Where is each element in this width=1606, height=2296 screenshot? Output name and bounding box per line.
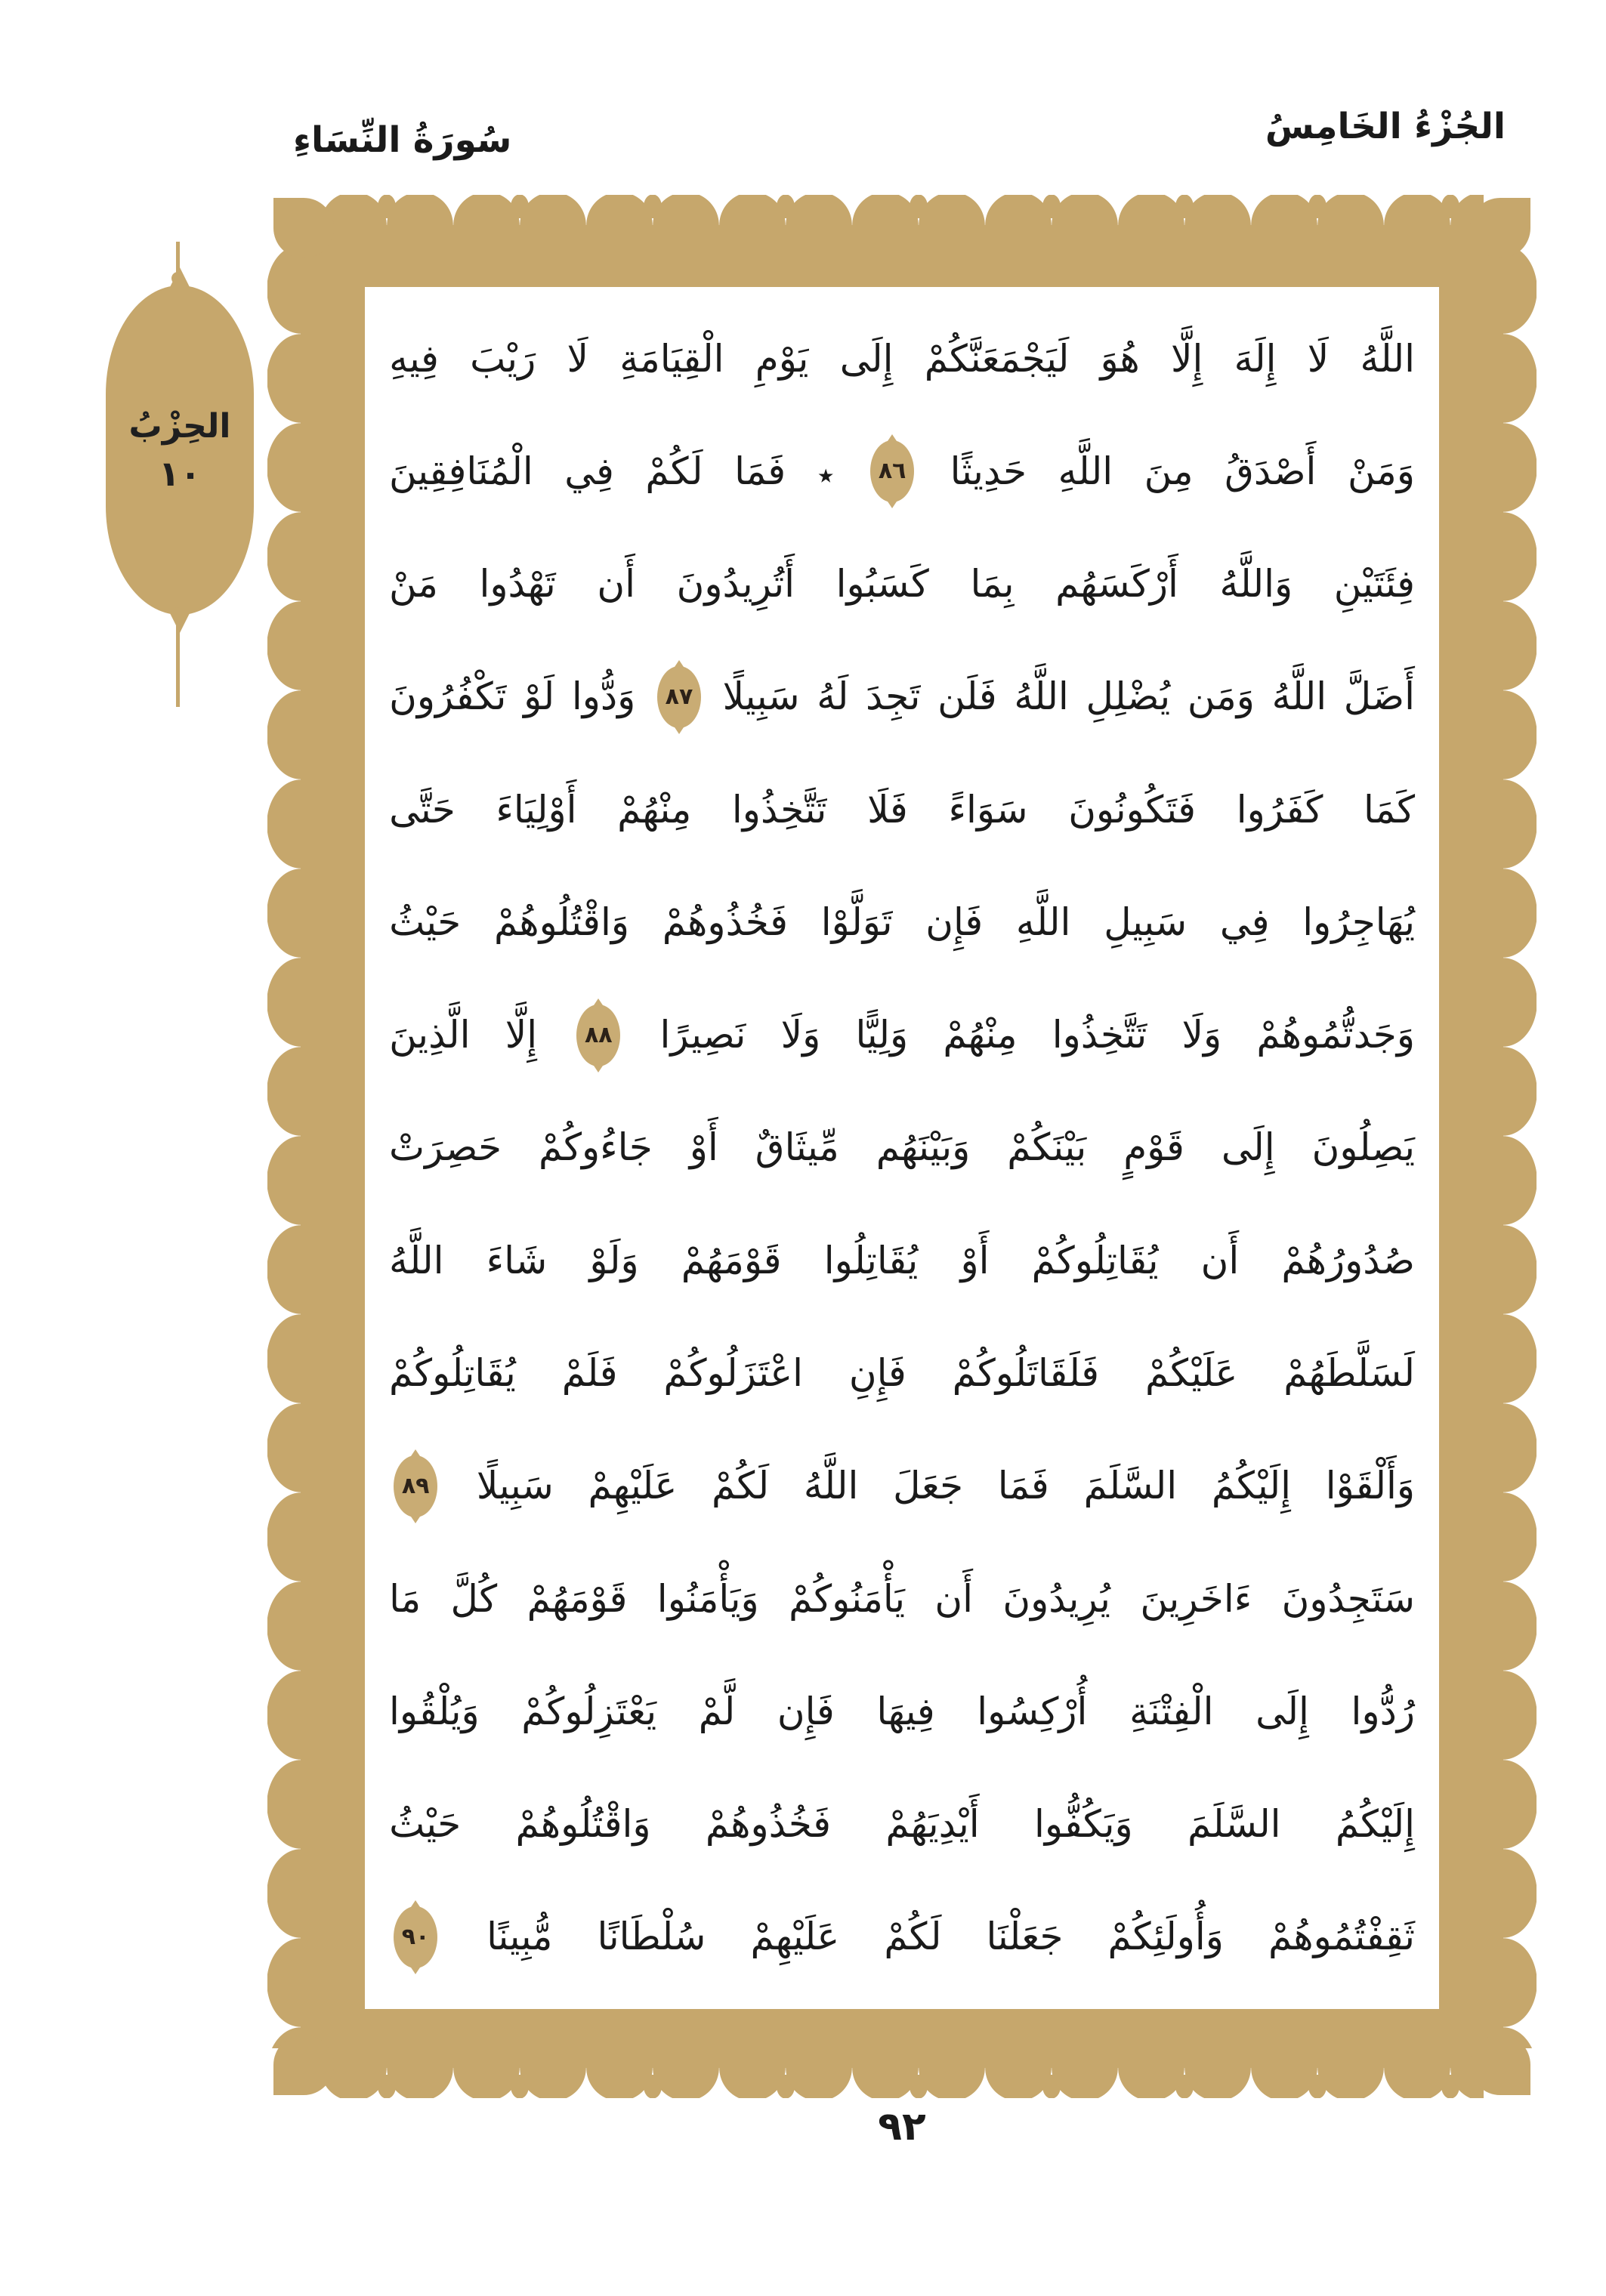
ayah-number: ٨٨ bbox=[585, 1021, 613, 1048]
frame-scallops-right bbox=[1503, 245, 1537, 2048]
ayah-end-marker bbox=[870, 440, 914, 502]
quran-word: مُّبِينًا bbox=[486, 1915, 553, 1959]
quran-word: اعْتَزَلُوكُمْ bbox=[663, 1351, 803, 1396]
quran-word: أَصْدَقُ bbox=[1225, 449, 1317, 493]
quran-word: أَوْ bbox=[960, 1238, 990, 1282]
quran-word: أَوْلِيَاءَ bbox=[496, 787, 577, 832]
quran-word: أُرْكِسُوا bbox=[977, 1689, 1088, 1733]
quran-word: وَيُلْقُوا bbox=[389, 1689, 480, 1733]
quran-word: فَلَن bbox=[937, 674, 997, 719]
quran-word: ثَقِفْتُمُوهُمْ bbox=[1268, 1915, 1415, 1959]
hizb-medallion bbox=[106, 285, 254, 615]
quran-word: شَاءَ bbox=[486, 1238, 548, 1282]
ayah-number: ٩٠ bbox=[401, 1923, 430, 1950]
quran-word: جَعَلْنَا bbox=[986, 1915, 1064, 1959]
quran-word: سَبِيلِ bbox=[1104, 900, 1188, 944]
quran-word: يُقَاتِلُوكُمْ bbox=[389, 1351, 516, 1396]
quran-word: الْقِيَامَةِ bbox=[619, 336, 724, 381]
quran-word: سُلْطَانًا bbox=[597, 1915, 706, 1959]
quran-line bbox=[389, 1205, 1415, 1316]
quran-word: هُوَ bbox=[1100, 336, 1140, 381]
quran-word: فِي bbox=[564, 449, 614, 493]
quran-line bbox=[389, 304, 1415, 414]
quran-line bbox=[389, 1544, 1415, 1654]
text-area bbox=[365, 287, 1439, 2009]
quran-word: فَإِن bbox=[777, 1689, 835, 1733]
quran-word: وَدُّوا bbox=[571, 674, 636, 719]
quran-word: لَسَلَّطَهُمْ bbox=[1283, 1351, 1415, 1396]
quran-word: إِلَيْكُمُ bbox=[1335, 1802, 1415, 1847]
quran-word: نَصِيرًا bbox=[659, 1013, 746, 1057]
quran-word: يَوْمِ bbox=[755, 336, 809, 381]
quran-word: تَتَّخِذُوا bbox=[1052, 1013, 1147, 1057]
quran-word: إِلَّا bbox=[1170, 336, 1203, 381]
quran-word: صُدُورُهُمْ bbox=[1281, 1238, 1415, 1282]
quran-word: سَوَاءً bbox=[948, 787, 1028, 832]
quran-word: إِلَهَ bbox=[1234, 336, 1277, 381]
quran-word: عَلَيْهِمْ bbox=[750, 1915, 840, 1959]
quran-word: فِيهَا bbox=[876, 1689, 935, 1733]
quran-word: وَاقْتُلُوهُمْ bbox=[493, 900, 629, 944]
quran-word: يُقَاتِلُوكُمْ bbox=[1031, 1238, 1159, 1282]
quran-word: حَيْثُ bbox=[389, 900, 462, 944]
quran-word: سَتَجِدُونَ bbox=[1281, 1576, 1415, 1621]
quran-word: اللَّهُ bbox=[389, 1238, 444, 1282]
quran-word: اللَّهُ bbox=[1360, 336, 1415, 381]
quran-word: وَيَأْمَنُوا bbox=[656, 1576, 759, 1621]
frame-scallops-top bbox=[320, 195, 1484, 225]
quran-word: فَلَقَاتَلُوكُمْ bbox=[952, 1351, 1100, 1396]
ayah-end-marker bbox=[576, 1004, 620, 1066]
ayah-end-marker bbox=[657, 666, 701, 728]
quran-word: وَجَدتُّمُوهُمْ bbox=[1256, 1013, 1415, 1057]
quran-line bbox=[389, 1656, 1415, 1767]
quran-word: كَسَبُوا bbox=[835, 562, 929, 606]
text-lines bbox=[365, 287, 1439, 2009]
frame-corner-bottom-right bbox=[1470, 2035, 1530, 2095]
quran-word: إِلَى bbox=[1221, 1125, 1275, 1170]
quran-word: أَوْ bbox=[689, 1125, 718, 1170]
ayah-end-marker bbox=[394, 1906, 437, 1968]
rub-el-hizb-star-icon: ٭ bbox=[817, 455, 835, 493]
quran-word: تَتَّخِذُوا bbox=[731, 787, 827, 832]
quran-word: اللَّهُ bbox=[1014, 674, 1069, 719]
quran-word: رَيْبَ bbox=[470, 336, 536, 381]
quran-word: وَلَوْ bbox=[589, 1238, 639, 1282]
quran-line bbox=[389, 642, 1415, 752]
quran-line bbox=[389, 1882, 1415, 1992]
quran-word: وَبَيْنَهُم bbox=[876, 1125, 971, 1170]
frame-corner-top-left bbox=[273, 198, 334, 258]
quran-word: أَن bbox=[597, 562, 635, 606]
quran-word: لَكُمْ bbox=[712, 1464, 770, 1508]
quran-word: جَاءُوكُمْ bbox=[538, 1125, 653, 1170]
quran-word: السَّلَمَ bbox=[1083, 1464, 1178, 1508]
frame-scallops-left bbox=[267, 245, 301, 2048]
quran-word: فِيهِ bbox=[389, 336, 439, 381]
quran-line bbox=[389, 1431, 1415, 1541]
quran-word: سَبِيلًا bbox=[476, 1464, 554, 1508]
frame-corner-bottom-left bbox=[273, 2035, 334, 2095]
quran-word: تَهْدُوا bbox=[479, 562, 556, 606]
quran-word: إِلَى bbox=[839, 336, 894, 381]
quran-word: تَجِدَ bbox=[866, 674, 921, 719]
quran-word: أَرْكَسَهُم bbox=[1055, 562, 1178, 606]
quran-word: وَلِيًّا bbox=[855, 1013, 909, 1057]
juz-header: الجُزْءُ الخَامِسُ bbox=[1265, 106, 1506, 147]
quran-word: الْمُنَافِقِينَ bbox=[389, 449, 533, 493]
ayah-number: ٨٩ bbox=[401, 1472, 430, 1499]
page-border-frame bbox=[301, 225, 1503, 2068]
quran-word: مِنَ bbox=[1144, 449, 1194, 493]
quran-word: لَا bbox=[567, 336, 588, 381]
quran-word: اللَّهِ bbox=[1015, 900, 1071, 944]
quran-word: وَمَن bbox=[1187, 674, 1255, 719]
page-number: ٩٢ bbox=[878, 2104, 926, 2149]
quran-word: كُلَّ bbox=[450, 1576, 498, 1621]
quran-word: أَتُرِيدُونَ bbox=[676, 562, 795, 606]
quran-word: فَخُذُوهُمْ bbox=[705, 1802, 832, 1847]
quran-word: حَيْثُ bbox=[389, 1802, 462, 1847]
quran-word: مَا bbox=[389, 1576, 422, 1621]
quran-word: الْفِتْنَةِ bbox=[1129, 1689, 1214, 1733]
quran-line bbox=[389, 1093, 1415, 1203]
ornament-line-bottom bbox=[176, 619, 180, 707]
ayah-number: ٨٧ bbox=[665, 683, 693, 710]
quran-word: مِنْهُمْ bbox=[617, 787, 692, 832]
quran-word: فَمَا bbox=[734, 449, 786, 493]
quran-word: جَعَلَ bbox=[893, 1464, 964, 1508]
hizb-number: ١٠ bbox=[158, 452, 202, 494]
quran-word: ءَاخَرِينَ bbox=[1140, 1576, 1252, 1621]
quran-word: الَّذِينَ bbox=[389, 1013, 471, 1057]
quran-word: إِلَّا bbox=[505, 1013, 538, 1057]
quran-word: فَتَكُونُونَ bbox=[1068, 787, 1197, 832]
quran-word: فَإِنِ bbox=[848, 1351, 906, 1396]
quran-word: مِنْهُمْ bbox=[943, 1013, 1018, 1057]
quran-word: يُهَاجِرُوا bbox=[1302, 900, 1415, 944]
quran-word: عَلَيْهِمْ bbox=[588, 1464, 678, 1508]
quran-word: فِئَتَيْنِ bbox=[1333, 562, 1415, 606]
quran-word: وَيَكُفُّوا bbox=[1034, 1802, 1133, 1847]
quran-word: يَصِلُونَ bbox=[1311, 1125, 1415, 1170]
quran-word: فَخُذُوهُمْ bbox=[662, 900, 788, 944]
quran-word: لَهُ bbox=[817, 674, 849, 719]
quran-word: رُدُّوا bbox=[1351, 1689, 1415, 1733]
quran-word: اللَّهِ bbox=[1058, 449, 1113, 493]
quran-word: وَأُولَئِكُمْ bbox=[1107, 1915, 1224, 1959]
quran-line bbox=[389, 980, 1415, 1091]
quran-word: بِمَا bbox=[970, 562, 1015, 606]
quran-word: فَمَا bbox=[997, 1464, 1049, 1508]
frame-corner-top-right bbox=[1470, 198, 1530, 258]
quran-word: وَمَنْ bbox=[1348, 449, 1415, 493]
ayah-number: ٨٦ bbox=[878, 458, 906, 485]
quran-word: لَوْ bbox=[523, 674, 555, 719]
quran-word: أَن bbox=[1200, 1238, 1240, 1282]
quran-word: فَلَا bbox=[867, 787, 908, 832]
frame-scallops-bottom bbox=[320, 2068, 1484, 2098]
quran-word: أَيْدِيَهُمْ bbox=[885, 1802, 980, 1847]
quran-line bbox=[389, 1770, 1415, 1880]
quran-word: قَوْمَهُمْ bbox=[527, 1576, 628, 1621]
hizb-label: الحِزْبُ bbox=[128, 406, 231, 446]
quran-word: وَاقْتُلُوهُمْ bbox=[515, 1802, 651, 1847]
quran-word: لَيَجْمَعَنَّكُمْ bbox=[924, 336, 1070, 381]
quran-word: إِلَيْكُمُ bbox=[1211, 1464, 1291, 1508]
quran-word: تَكْفُرُونَ bbox=[389, 674, 507, 719]
quran-word: حَدِيثًا bbox=[950, 449, 1027, 493]
quran-word: مَنْ bbox=[389, 562, 438, 606]
quran-word: إِلَى bbox=[1255, 1689, 1309, 1733]
ornament-ball-bottom bbox=[171, 607, 184, 620]
quran-word: فَإِن bbox=[925, 900, 984, 944]
ayah-end-marker bbox=[394, 1455, 437, 1517]
quran-word: كَمَا bbox=[1364, 787, 1415, 832]
quran-word: حَتَّى bbox=[389, 787, 456, 832]
quran-word: لَّمْ bbox=[698, 1689, 736, 1733]
quran-word: لَكُمْ bbox=[884, 1915, 942, 1959]
quran-word: يُضْلِلِ bbox=[1086, 674, 1171, 719]
quran-line bbox=[389, 529, 1415, 640]
quran-line bbox=[389, 867, 1415, 977]
quran-word: تَوَلَّوْا bbox=[820, 900, 893, 944]
quran-word: لَكُمْ bbox=[645, 449, 703, 493]
quran-word: يُقَاتِلُوا bbox=[823, 1238, 919, 1282]
quran-word: فَلَمْ bbox=[561, 1351, 618, 1396]
quran-word: قَوْمٍ bbox=[1123, 1125, 1184, 1170]
quran-word: مِّيثَاقٌ bbox=[755, 1125, 839, 1170]
quran-word: أَن bbox=[934, 1576, 974, 1621]
quran-word: قَوْمَهُمْ bbox=[681, 1238, 782, 1282]
quran-word: وَأَلْقَوْا bbox=[1325, 1464, 1415, 1508]
quran-word: كَفَرُوا bbox=[1236, 787, 1323, 832]
quran-line bbox=[389, 755, 1415, 865]
quran-word: عَلَيْكُمْ bbox=[1144, 1351, 1238, 1396]
quran-word: يُرِيدُونَ bbox=[1002, 1576, 1110, 1621]
quran-line bbox=[389, 416, 1415, 526]
quran-word: فِي bbox=[1219, 900, 1270, 944]
quran-word: اللَّهُ bbox=[1271, 674, 1327, 719]
quran-word: يَأْمَنُوكُمْ bbox=[789, 1576, 906, 1621]
quran-word: أَضَلَّ bbox=[1343, 674, 1415, 719]
surah-header: سُورَةُ النِّسَاءِ bbox=[293, 119, 512, 161]
quran-word: حَصِرَتْ bbox=[389, 1125, 502, 1170]
quran-word: وَلَا bbox=[780, 1013, 821, 1057]
quran-word: وَلَا bbox=[1181, 1013, 1222, 1057]
quran-word: بَيْنَكُمْ bbox=[1007, 1125, 1087, 1170]
quran-word: سَبِيلًا bbox=[722, 674, 800, 719]
quran-word: يَعْتَزِلُوكُمْ bbox=[521, 1689, 657, 1733]
quran-word: وَاللَّهُ bbox=[1219, 562, 1293, 606]
quran-word: لَا bbox=[1307, 336, 1330, 381]
quran-word: اللَّهُ bbox=[803, 1464, 859, 1508]
quran-line bbox=[389, 1319, 1415, 1429]
quran-word: السَّلَمَ bbox=[1188, 1802, 1281, 1847]
